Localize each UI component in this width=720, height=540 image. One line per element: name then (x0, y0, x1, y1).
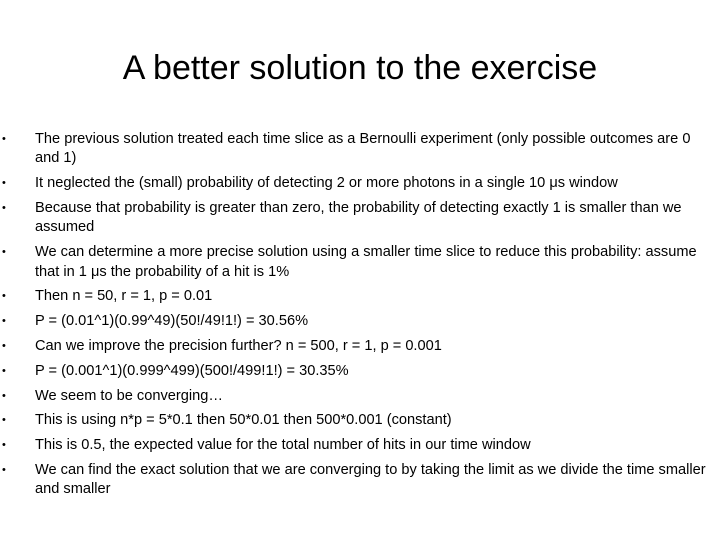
bullet-item (2, 461, 710, 500)
bullet-item (2, 199, 710, 238)
bullet-text: Because that probability is greater than zero, the probability of detecting exactly 1 is smaller than we assumed (35, 200, 682, 236)
bullet-icon: • (2, 246, 6, 259)
bullet-item (2, 436, 710, 455)
bullet-item (2, 174, 710, 193)
bullet-item (2, 362, 710, 381)
bullet-item (2, 337, 710, 356)
bullet-text: We seem to be converging… (35, 387, 223, 404)
bullet-item (2, 387, 710, 406)
slide-title: A better solution to the exercise (122, 49, 598, 87)
bullet-text: This is 0.5, the expected value for the total number of hits in our time window (35, 437, 531, 454)
bullet-icon: • (2, 463, 6, 476)
bullet-text: P = (0.001^1)(0.999^499)(500!/499!1!) = 30.35% (35, 362, 349, 379)
bullet-icon: • (2, 340, 6, 352)
bullet-icon: • (2, 439, 6, 452)
bullet-text: We can find the exact solution that we are converging to by taking the limit as we divide the time smaller and smaller (35, 461, 706, 498)
bullet-text: We can determine a more precise solution using a smaller time slice to reduce this probability: assume that in 1 μs the probability of a hit is 1% (35, 244, 697, 280)
bullet-text: The previous solution treated each time slice as a Bernoulli experiment (only possible outcomes are 0 and 1) (35, 131, 691, 167)
bullet-icon: • (2, 177, 6, 190)
bullet-item (2, 243, 710, 282)
bullet-text: This is using n*p = 5*0.1 then 50*0.01 then 500*0.001 (constant) (35, 412, 452, 429)
bullet-item (2, 411, 710, 430)
bullet-text: It neglected the (small) probability of detecting 2 or more photons in a single 10 μs window (35, 175, 618, 192)
bullet-list (2, 130, 710, 505)
bullet-text: Then n = 50, r = 1, p = 0.01 (35, 288, 213, 305)
bullet-item (2, 130, 710, 169)
bullet-text: P = (0.01^1)(0.99^49)(50!/49!1!) = 30.56% (35, 313, 309, 330)
bullet-item (2, 287, 710, 306)
bullet-icon: • (2, 389, 6, 402)
bullet-icon: • (2, 315, 6, 328)
bullet-item (2, 312, 710, 331)
bullet-icon: • (2, 202, 6, 214)
bullet-icon: • (2, 290, 6, 303)
bullet-icon: • (2, 133, 6, 145)
bullet-text: Can we improve the precision further? n = 500, r = 1, p = 0.001 (35, 338, 442, 354)
bullet-icon: • (2, 364, 6, 377)
bullet-icon: • (2, 414, 6, 427)
